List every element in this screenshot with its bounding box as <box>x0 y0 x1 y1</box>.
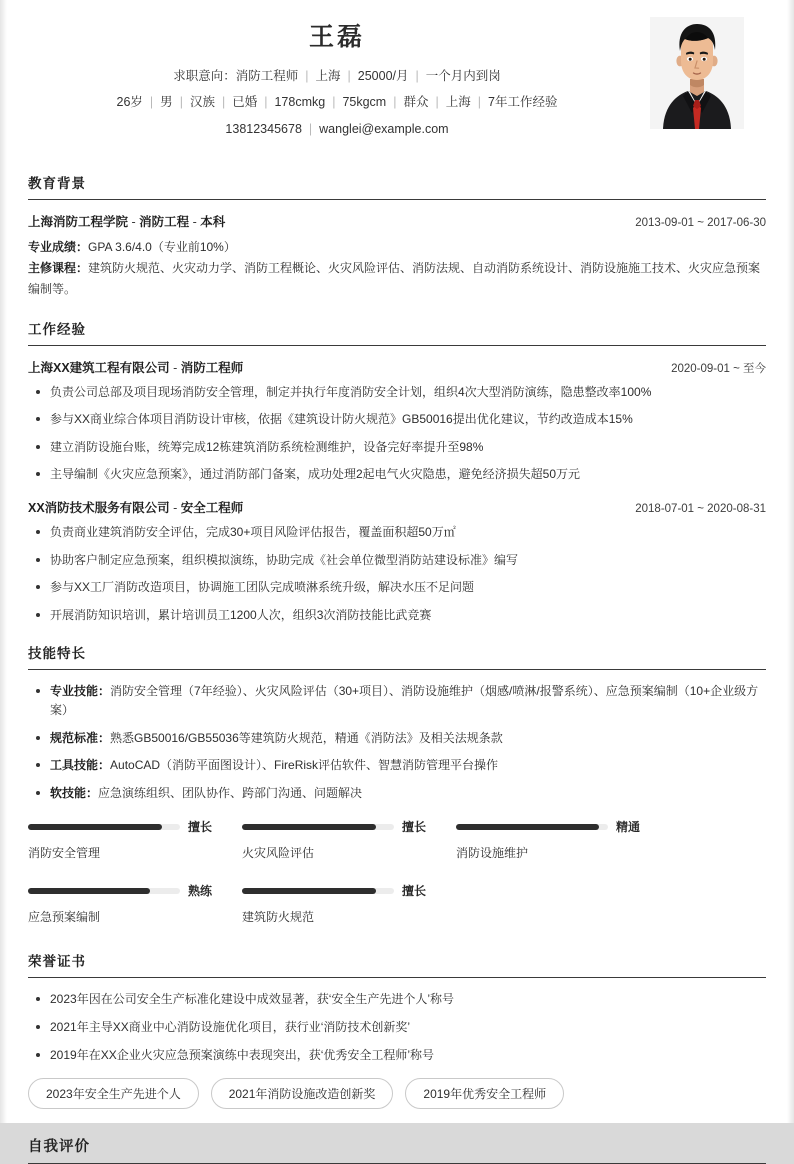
honors-bullet-list <box>28 990 766 1064</box>
personal-item-2: 汉族 <box>189 95 215 110</box>
skill-proficiency-grid <box>28 818 766 946</box>
personal-item-8: 7年工作经验 <box>488 95 558 110</box>
separator-icon: | <box>415 69 419 84</box>
education-courses-label: 主修课程： <box>28 260 89 275</box>
work-date-range: 2018-07-01 ~ 2020-08-31 <box>635 503 766 515</box>
job-objective-item-0: 消防工程师 <box>235 69 299 84</box>
skills-bullet-list <box>28 682 766 802</box>
skill-label: 软技能： <box>50 785 99 800</box>
section-skills <box>28 642 766 946</box>
work-entry-title <box>28 358 243 376</box>
separator-icon: | <box>305 69 309 84</box>
skill-bar-track <box>242 824 394 830</box>
honor-tag-list <box>28 1078 766 1109</box>
skill-bar-level: 擅长 <box>402 884 427 899</box>
skill-label: 专业技能： <box>50 684 111 699</box>
honor-tag[interactable]: 2023年安全生产先进个人 <box>28 1078 199 1109</box>
education-entry <box>28 212 766 300</box>
skill-bar-level: 熟练 <box>188 884 213 899</box>
skill-value: AutoCAD（消防平面图设计）、FireRisk评估软件、智慧消防管理平台操作 <box>110 758 499 773</box>
skill-label: 工具技能： <box>50 758 111 773</box>
job-role: 安全工程师 <box>180 501 244 515</box>
list-item: 2019年在XX企业火灾应急预案演练中表现突出，获‘优秀安全工程师’称号 <box>28 1046 766 1065</box>
job-objective-label: 求职意向： <box>173 69 236 84</box>
education-gpa-row <box>28 237 766 258</box>
work-date-range: 2020-09-01 ~ 至今 <box>671 362 766 375</box>
section-education <box>28 172 766 300</box>
list-item: 参与XX商业综合体项目消防设计审核，依据《建筑设计防火规范》GB50016提出优化建议，节约改造成本15% <box>28 410 766 429</box>
major-name: 消防工程 <box>139 214 190 229</box>
school-name: 上海消防工程学院 <box>28 214 129 229</box>
skill-bar-name: 建筑防火规范 <box>242 910 315 925</box>
separator-icon: | <box>264 95 268 110</box>
section-title-education: 教育背景 <box>28 175 86 191</box>
section-title-honors: 荣誉证书 <box>28 954 86 970</box>
list-item: 负责公司总部及项目现场消防安全管理，制定并执行年度消防安全计划，组织4次大型消防演练，隐患整改率100% <box>28 383 766 402</box>
personal-item-6: 群众 <box>403 95 429 110</box>
skill-bar-track <box>242 888 394 894</box>
skill-bar-level: 擅长 <box>188 820 213 835</box>
list-item: 开展消防知识培训，累计培训员工1200人次，组织3次消防技能比武竞赛 <box>28 606 766 625</box>
list-item: 2023年因在公司安全生产标准化建设中成效显著，获‘安全生产先进个人’称号 <box>28 990 766 1009</box>
personal-item-3: 已婚 <box>232 95 258 110</box>
education-gpa-value: GPA 3.6/4.0（专业前10%） <box>88 239 236 254</box>
skill-bar-name: 应急预案编制 <box>28 910 101 925</box>
skill-bar-level: 精通 <box>616 820 641 835</box>
avatar-illustration <box>650 17 744 129</box>
company-name: 上海XX建筑工程有限公司 <box>28 360 170 375</box>
degree-name: 本科 <box>200 214 226 229</box>
education-courses-value: 建筑防火规范、火灾动力学、消防工程概论、火灾风险评估、消防法规、自动消防系统设计、消防设施施工技术、火灾应急预案编制等。 <box>28 260 761 296</box>
skill-bar-track <box>28 888 180 894</box>
education-entry-head <box>28 212 766 230</box>
education-date-range: 2013-09-01 ~ 2017-06-30 <box>635 216 766 229</box>
resume-header <box>28 0 766 154</box>
separator-icon: | <box>221 95 226 110</box>
skill-bar-item <box>28 882 242 925</box>
job-objective-item-1: 上海 <box>315 69 341 84</box>
list-item <box>28 756 766 775</box>
section-divider <box>28 669 766 670</box>
skill-bar-row <box>28 818 242 835</box>
separator-icon: | <box>347 69 351 84</box>
work-entry-head <box>28 498 766 516</box>
education-courses-row <box>28 258 766 300</box>
section-self-evaluation <box>28 1135 766 1164</box>
skill-bar-fill <box>28 824 162 830</box>
separator-icon: | <box>332 95 336 110</box>
skill-bar-level: 擅长 <box>402 820 427 835</box>
honor-tag[interactable]: 2019年优秀安全工程师 <box>405 1078 564 1109</box>
section-title-skills: 技能特长 <box>28 646 86 662</box>
personal-item-7: 上海 <box>445 95 471 110</box>
work-entry <box>28 358 766 484</box>
section-title-work-experience: 工作经验 <box>28 321 86 337</box>
separator-icon: | <box>149 95 154 110</box>
work-bullet-list <box>28 523 766 624</box>
skill-bar-name: 消防安全管理 <box>28 846 101 861</box>
skill-value: 消防安全管理（7年经验）、火灾风险评估（30+项目）、消防设施维护（烟感/喷淋/报警系统）、应急预案编制（10+企业级方案） <box>50 684 759 717</box>
education-entry-title <box>28 212 225 230</box>
skill-bar-name: 消防设施维护 <box>456 846 529 861</box>
list-item <box>28 729 766 748</box>
title-separator: - <box>169 501 181 515</box>
skill-bar-track <box>28 824 180 830</box>
list-item: 协助客户制定应急预案，组织模拟演练，协助完成《社会单位微型消防站建设标准》编写 <box>28 551 766 570</box>
list-item: 主导编制《火灾应急预案》，通过消防部门备案，成功处理2起电气火灾隐患，避免经济损失超50万元 <box>28 465 766 484</box>
section-divider <box>28 345 766 346</box>
title-separator: - <box>128 214 140 229</box>
email-address: wanglei@example.com <box>319 121 449 136</box>
list-item <box>28 784 766 803</box>
separator-icon: | <box>393 95 397 110</box>
skill-bar-row <box>242 818 456 835</box>
title-separator: - <box>169 360 181 375</box>
separator-icon: | <box>179 95 183 110</box>
separator-icon: | <box>308 121 313 136</box>
skill-bar-row <box>456 818 670 835</box>
avatar <box>650 17 744 129</box>
skill-bar-fill <box>242 888 376 894</box>
job-objective-item-2: 25000/月 <box>357 69 409 84</box>
separator-icon: | <box>435 95 439 110</box>
skill-value: 熟悉GB50016/GB55036等建筑防火规范，精通《消防法》及相关法规条款 <box>110 730 503 745</box>
separator-icon: | <box>477 95 482 110</box>
work-entry-title <box>28 498 243 516</box>
section-honors <box>28 950 766 1109</box>
skill-label: 规范标准： <box>50 730 111 745</box>
job-role: 消防工程师 <box>180 360 244 375</box>
list-item: 参与XX工厂消防改造项目，协调施工团队完成喷淋系统升级，解决水压不足问题 <box>28 578 766 597</box>
company-name: XX消防技术服务有限公司 <box>28 501 170 515</box>
work-entry-head <box>28 358 766 376</box>
honor-tag[interactable]: 2021年消防设施改造创新奖 <box>211 1078 394 1109</box>
skill-bar-row <box>242 882 456 899</box>
work-entry <box>28 498 766 624</box>
section-title-self-evaluation: 自我评价 <box>28 1139 90 1156</box>
skill-bar-fill <box>456 824 599 830</box>
skill-value: 应急演练组织、团队协作、跨部门沟通、问题解决 <box>98 785 363 800</box>
phone-number: 13812345678 <box>225 121 302 136</box>
list-item: 负责商业建筑消防安全评估，完成30+项目风险评估报告，覆盖面积超50万㎡ <box>28 523 766 542</box>
page-title: 王磊 <box>308 23 365 51</box>
skill-bar-fill <box>28 888 150 894</box>
list-item: 建立消防设施台账，统筹完成12栋建筑消防系统检测维护，设备完好率提升至98% <box>28 438 766 457</box>
list-item <box>28 682 766 719</box>
section-divider <box>28 977 766 978</box>
work-bullet-list <box>28 383 766 484</box>
education-gpa-label: 专业成绩： <box>28 239 89 254</box>
personal-item-0: 26岁 <box>116 95 143 110</box>
skill-bar-item <box>242 818 456 861</box>
section-work-experience <box>28 318 766 625</box>
skill-bar-name: 火灾风险评估 <box>242 846 315 861</box>
personal-item-5: 75kgcm <box>342 95 387 110</box>
skill-bar-row <box>28 882 242 899</box>
skill-bar-item <box>242 882 456 925</box>
list-item: 2021年主导XX商业中心消防设施优化项目，获行业‘消防技术创新奖’ <box>28 1018 766 1037</box>
section-divider <box>28 199 766 200</box>
skill-bar-item <box>456 818 670 861</box>
personal-item-1: 男 <box>160 95 173 110</box>
title-separator: - <box>189 214 201 229</box>
skill-bar-track <box>456 824 608 830</box>
personal-item-4: 178cmkg <box>274 95 326 110</box>
skill-bar-item <box>28 818 242 861</box>
skill-bar-fill <box>242 824 376 830</box>
job-objective-item-3: 一个月内到岗 <box>425 69 501 84</box>
